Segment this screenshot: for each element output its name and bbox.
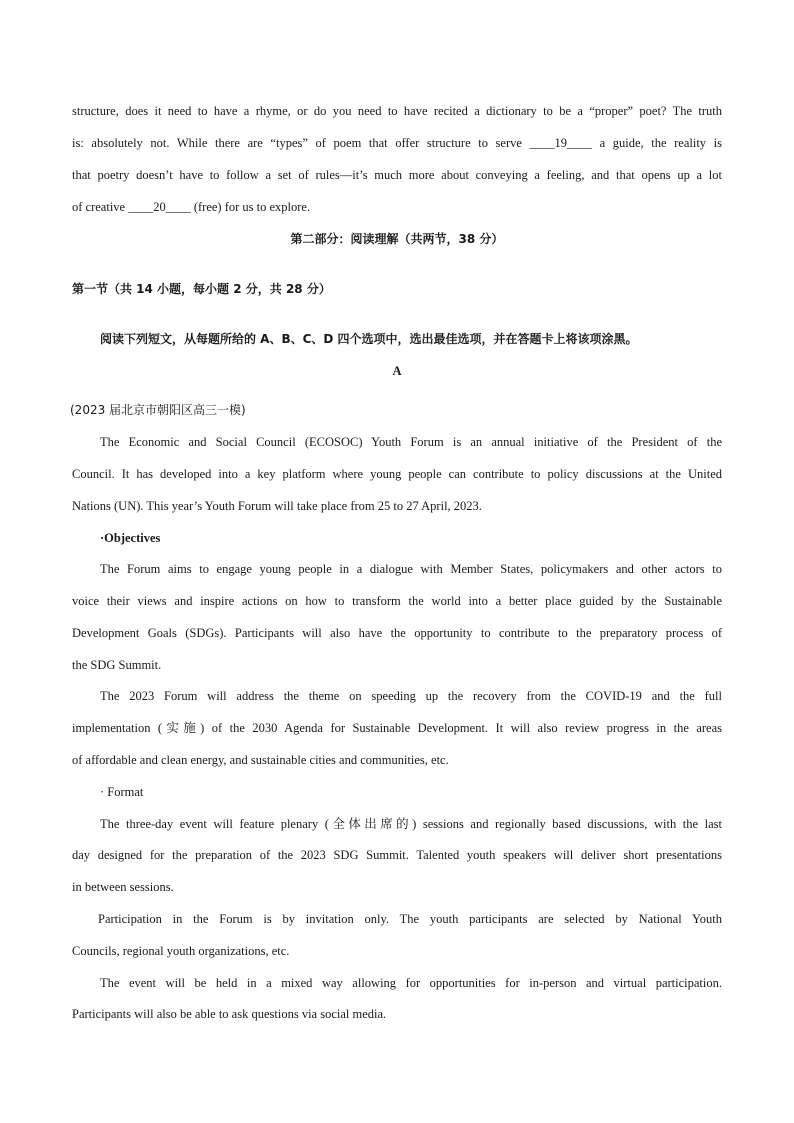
p5-line-2: Councils, regional youth organizations, etc. [72, 944, 290, 958]
intro-line-1: structure, does it need to have a rhyme, or do you need to have recited a dictionary to be a “proper” poet? The truth [72, 104, 722, 118]
p4-line-3: in between sessions. [72, 880, 174, 894]
p4-line-2: day designed for the preparation of the 2023 SDG Summit. Talented youth speakers will deliver short presentations [72, 848, 722, 862]
intro-line-2: is: absolutely not. While there are “types” of poem that offer structure to serve ____19____ a guide, the reality is [72, 136, 722, 150]
p2-line-1: The Forum aims to engage young people in a dialogue with Member States, policymakers and other actors to [100, 562, 722, 576]
p2-line-2: voice their views and inspire actions on how to transform the world into a better place guided by the Sustainable [72, 594, 722, 608]
p5-line-1: Participation in the Forum is by invitation only. The youth participants are selected by National Youth [98, 912, 722, 926]
p1-line-2: Council. It has developed into a key platform where young people can contribute to policy discussions at the United [72, 467, 722, 481]
source-note: (2023 届北京市朝阳区高三一模) [70, 403, 246, 417]
intro-line-4: of creative ____20____ (free) for us to explore. [72, 200, 311, 214]
intro-line-3: that poetry doesn’t have to follow a set of rules—it’s much more about conveying a feeling, and that opens up a lot [72, 168, 722, 182]
p3-line-2: implementation (实施) of the 2030 Agenda for Sustainable Development. It will also review progress in the areas [72, 721, 722, 735]
part-title: 第二部分：阅读理解（共两节，38 分） [290, 232, 504, 246]
p2-line-3: Development Goals (SDGs). Participants will also have the opportunity to contribute to the preparatory process of [72, 626, 722, 640]
p4-line-1: The three-day event will feature plenary (全体出席的) sessions and regionally based discussions, with the last [100, 817, 722, 831]
p6-line-2: Participants will also be able to ask questions via social media. [72, 1007, 387, 1021]
p3-line-1: The 2023 Forum will address the theme on speeding up the recovery from the COVID-19 and the full [100, 689, 722, 703]
p2-line-4: the SDG Summit. [72, 658, 162, 672]
passage-label: A [392, 364, 402, 378]
p6-line-1: The event will be held in a mixed way allowing for opportunities for in-person and virtual participation. [100, 976, 722, 990]
p1-line-3: Nations (UN). This year’s Youth Forum will take place from 25 to 27 April, 2023. [72, 499, 482, 513]
p1-line-1: The Economic and Social Council (ECOSOC) Youth Forum is an annual initiative of the President of the [100, 435, 722, 449]
p3-line-3: of affordable and clean energy, and sustainable cities and communities, etc. [72, 753, 449, 767]
heading-format: · Format [100, 785, 144, 799]
heading-objectives: ·Objectives [100, 531, 161, 545]
section-title: 第一节（共 14 小题，每小题 2 分，共 28 分） [72, 282, 331, 296]
instruction: 阅读下列短文，从每题所给的 A、B、C、D 四个选项中，选出最佳选项，并在答题卡上将该项涂黑。 [100, 332, 638, 346]
